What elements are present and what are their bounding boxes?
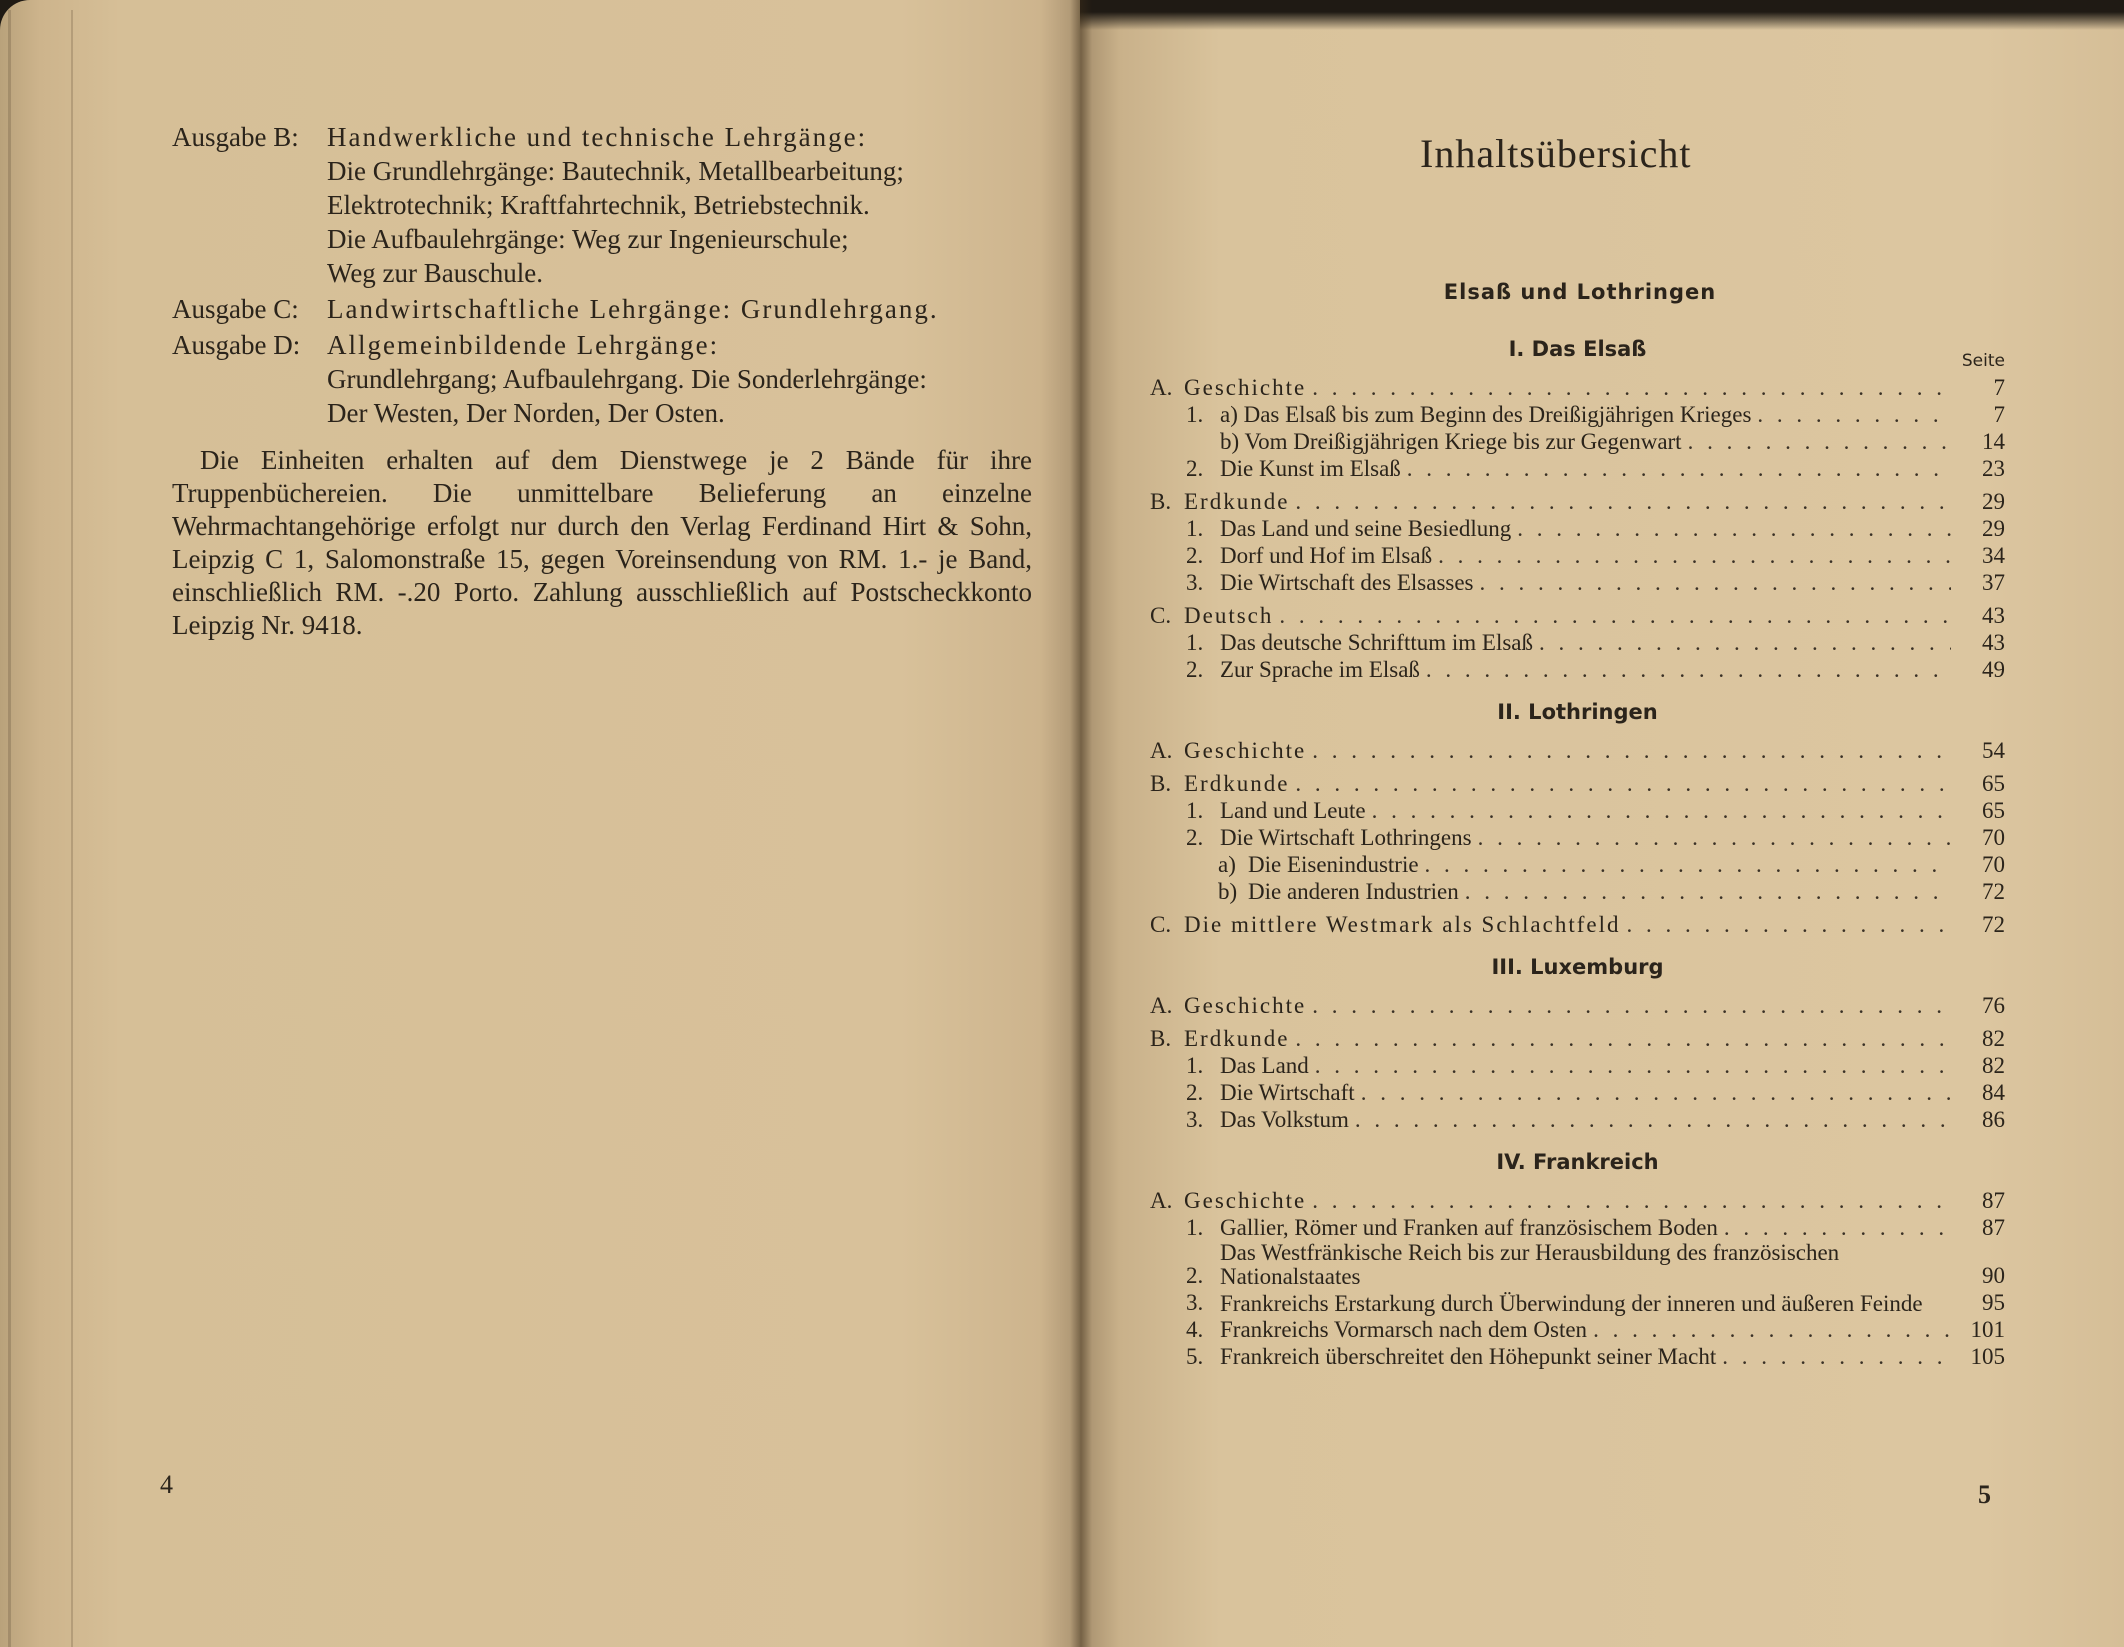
toc-entry-page: 101 (1970, 1317, 2005, 1342)
toc-entry-title: Geschichte (1184, 1188, 1307, 1213)
toc-leader-dots (1312, 1187, 1951, 1214)
toc-entry-number: B. (1150, 1026, 1172, 1051)
toc-leader-dots (1425, 851, 1951, 878)
toc-section-title: I. Das Elsaß (1508, 337, 1647, 361)
toc-entry-title: Das deutsche Schrifttum im Elsaß (1220, 630, 1533, 655)
toc-leader-dots (1407, 455, 1951, 482)
toc-entry (1150, 1052, 2005, 1079)
toc-entry-number: 3. (1186, 570, 1204, 595)
toc-entry-title: Das Land und seine Besiedlung (1220, 516, 1512, 541)
toc-entry-number: 2. (1186, 825, 1204, 850)
toc-entry-title: Frankreichs Vormarsch nach dem Osten (1220, 1317, 1588, 1342)
toc-entry-title: Die Kunst im Elsaß (1220, 456, 1401, 481)
toc-leader-dots (1722, 1343, 1951, 1370)
toc-entry-page: 70 (1982, 852, 2005, 877)
toc-entry-title: Land und Leute (1220, 798, 1366, 823)
toc-entry-page: 82 (1982, 1026, 2005, 1051)
toc-entry (1150, 428, 2005, 455)
toc-leader-dots (1315, 1052, 1951, 1079)
toc-leader-dots (1517, 515, 1951, 542)
toc-leader-dots (1295, 1025, 1951, 1052)
toc-entry-number: B. (1150, 489, 1172, 514)
ausgabe-heading: Landwirtschaftliche Lehrgänge: Grundlehrgang. (327, 294, 939, 324)
ausgabe-line: Weg zur Bauschule. (327, 258, 543, 288)
toc-entry-page: 76 (1982, 993, 2005, 1018)
ausgabe-line: Die Aufbaulehrgänge: Weg zur Ingenieurschule; (327, 224, 849, 254)
ausgabe-label: Ausgabe D: (172, 330, 301, 360)
toc-entry-page: 65 (1982, 771, 2005, 796)
toc-entry (1150, 488, 2005, 515)
toc-entry-number: 2. (1186, 1080, 1204, 1105)
toc-entry-title: Das Westfränkische Reich bis zur Herausbildung des französischen Nationalstaates (1220, 1240, 1840, 1289)
book-spine (1070, 0, 1092, 1647)
toc-entry-page: 87 (1982, 1215, 2005, 1240)
toc-leader-dots (1478, 824, 1951, 851)
toc-entry-page: 14 (1982, 429, 2005, 454)
toc-leader-dots (1295, 488, 1951, 515)
toc-entry-number: 3. (1186, 1107, 1204, 1132)
toc-entry-number: A. (1150, 993, 1173, 1018)
toc-leader-dots (1593, 1316, 1951, 1343)
toc-entry-page: 23 (1982, 456, 2005, 481)
toc-entry-number: 1. (1186, 630, 1204, 655)
toc-entry-number: 2. (1186, 657, 1204, 682)
toc-entry-number: b) (1218, 879, 1238, 904)
toc-leader-dots (1757, 401, 1951, 428)
toc-entry-title: Die Eisenindustrie (1248, 852, 1419, 877)
toc-section-title: III. Luxemburg (1491, 955, 1664, 979)
toc-entry-title: Geschichte (1184, 375, 1307, 400)
ausgabe-b (172, 120, 1032, 290)
toc-entry-page: 72 (1982, 879, 2005, 904)
toc-section-title: IV. Frankreich (1496, 1150, 1659, 1174)
toc-entry (1150, 602, 2005, 629)
toc-leader-dots (1465, 878, 1951, 905)
toc-leader-dots (1312, 737, 1951, 764)
toc-entry-number: 3. (1186, 1290, 1204, 1315)
toc-section-heading (1150, 693, 2005, 731)
toc-entry (1150, 851, 2005, 878)
toc-entry (1150, 770, 2005, 797)
page-number-left: 4 (160, 1470, 173, 1499)
toc-entry (1150, 992, 2005, 1019)
toc-entry (1150, 569, 2005, 596)
toc-entry-title: Geschichte (1184, 993, 1307, 1018)
toc-entry (1150, 1289, 2005, 1316)
toc-leader-dots (1361, 1079, 1951, 1106)
toc-entry-number: C. (1150, 912, 1172, 937)
toc-section-heading (1150, 1143, 2005, 1181)
toc-entry (1150, 797, 2005, 824)
toc-entry-page: 54 (1982, 738, 2005, 763)
toc-entry-title: Frankreichs Erstarkung durch Überwindung der inneren und äußeren Feinde (1220, 1291, 1923, 1316)
toc-entry-page: 65 (1982, 798, 2005, 823)
toc-entry-title: Die mittlere Westmark als Schlachtfeld (1184, 912, 1621, 937)
toc-entry-number: 1. (1186, 402, 1204, 427)
toc-entry (1150, 824, 2005, 851)
toc-entry-page: 82 (1982, 1053, 2005, 1078)
toc-entry-title: Geschichte (1184, 738, 1307, 763)
toc-entry-title: Deutsch (1184, 603, 1274, 628)
toc-entry-title: Das Volkstum (1220, 1107, 1349, 1132)
toc-leader-dots (1539, 629, 1951, 656)
toc-entry-number: A. (1150, 738, 1173, 763)
toc-section-heading (1150, 330, 2005, 371)
toc-entry-page: 86 (1982, 1107, 2005, 1132)
toc-entry (1150, 1214, 2005, 1241)
toc-section-heading (1150, 948, 2005, 986)
toc-entry (1150, 374, 2005, 401)
ausgabe-line: Elektrotechnik; Kraftfahrtechnik, Betriebstechnik. (327, 190, 870, 220)
toc-entry-page: 43 (1982, 630, 2005, 655)
toc-entry-page: 95 (1982, 1290, 2005, 1315)
distribution-paragraph: Die Einheiten erhalten auf dem Dienstwege je 2 Bände für ihre Truppenbüchereien. Die unmittelbare Belieferung an einzelne Wehrmachtangehörige erfolgt nur durch den Verlag Ferdinand Hirt & Sohn, Leipzig C 1, Salomonstraße 15, gegen Voreinsendung von RM. 1.- je Band, einschließlich RM. -.20 Porto. Zahlung ausschließlich auf Postscheckkonto Leipzig Nr. 9418. (172, 445, 1032, 640)
toc-entry-title: Die Wirtschaft des Elsasses (1220, 570, 1474, 595)
section-gap (1150, 938, 2005, 948)
toc-entry-number: 2. (1186, 543, 1204, 568)
toc-entry (1150, 401, 2005, 428)
toc-entry-number: 5. (1186, 1344, 1204, 1369)
toc-entry-page: 7 (1993, 375, 2005, 400)
toc-entry-title: Erdkunde (1184, 771, 1290, 796)
toc-entry-title: Die Wirtschaft Lothringens (1220, 825, 1472, 850)
toc-entry (1150, 656, 2005, 683)
toc-leader-dots (1438, 542, 1951, 569)
ausgabe-heading: Allgemeinbildende Lehrgänge: (327, 330, 720, 360)
left-page-text (172, 120, 1032, 669)
toc-entry-number: 1. (1186, 516, 1204, 541)
toc-leader-dots (1426, 656, 1951, 683)
toc-entry-title: Erdkunde (1184, 1026, 1290, 1051)
ausgabe-line: Grundlehrgang; Aufbaulehrgang. Die Sonderlehrgänge: (327, 364, 927, 394)
toc-entry-title: a) Das Elsaß bis zum Beginn des Dreißigjährigen Krieges (1220, 402, 1752, 427)
toc-section-title: II. Lothringen (1497, 700, 1658, 724)
page-title: Inhaltsübersicht (1420, 131, 1692, 176)
toc-entry-title: Zur Sprache im Elsaß (1220, 657, 1420, 682)
toc-entry (1150, 911, 2005, 938)
toc-entry (1150, 878, 2005, 905)
toc-entry-page: 84 (1982, 1080, 2005, 1105)
toc-entry-page: 87 (1982, 1188, 2005, 1213)
toc-entry-title: Die anderen Industrien (1248, 879, 1459, 904)
toc-leader-dots (1312, 992, 1951, 1019)
page-number-right: 5 (1978, 1480, 1991, 1509)
table-of-contents (1150, 330, 2005, 1370)
toc-entry-number: 4. (1186, 1317, 1204, 1342)
toc-entry (1150, 455, 2005, 482)
toc-subtitle: Elsaß und Lothringen (1443, 280, 1717, 304)
toc-entry (1150, 1025, 2005, 1052)
ausgabe-c (172, 292, 1032, 326)
toc-leader-dots (1295, 770, 1951, 797)
toc-entry-page: 29 (1982, 516, 2005, 541)
toc-entry-page: 43 (1982, 603, 2005, 628)
toc-entry-page: 49 (1982, 657, 2005, 682)
toc-leader-dots (1688, 428, 1951, 455)
toc-entry (1150, 515, 2005, 542)
toc-entry-title: Erdkunde (1184, 489, 1290, 514)
toc-leader-dots (1627, 911, 1952, 938)
ausgabe-line: Der Westen, Der Norden, Der Osten. (327, 398, 725, 428)
toc-entry-number: C. (1150, 603, 1172, 628)
toc-entry-number: A. (1150, 375, 1173, 400)
section-gap (1150, 1133, 2005, 1143)
toc-entry (1150, 1079, 2005, 1106)
toc-entry-number: A. (1150, 1188, 1173, 1213)
toc-entry-number: 1. (1186, 1215, 1204, 1240)
toc-entry-page: 72 (1982, 912, 2005, 937)
toc-entry-title: Das Land (1220, 1053, 1309, 1078)
ausgabe-d (172, 328, 1032, 430)
toc-entry-page: 90 (1982, 1263, 2005, 1288)
toc-entry-page: 37 (1982, 570, 2005, 595)
toc-entry (1150, 629, 2005, 656)
toc-entry-page: 7 (1993, 402, 2005, 427)
toc-entry (1150, 1241, 2005, 1289)
toc-entry (1150, 1187, 2005, 1214)
toc-entry-number: 2. (1186, 1263, 1204, 1288)
toc-entry (1150, 737, 2005, 764)
page-top-shadow (1080, 0, 2124, 30)
toc-leader-dots (1312, 374, 1951, 401)
toc-entry-number: 2. (1186, 456, 1204, 481)
toc-entry-page: 34 (1982, 543, 2005, 568)
toc-entry-number: B. (1150, 771, 1172, 796)
toc-entry-number: 1. (1186, 798, 1204, 823)
ausgabe-label: Ausgabe B: (172, 122, 299, 152)
toc-entry-title: Dorf und Hof im Elsaß (1220, 543, 1433, 568)
seite-column-label: Seite (1961, 351, 2005, 371)
toc-entry (1150, 1316, 2005, 1343)
toc-entry-title: Die Wirtschaft (1220, 1080, 1355, 1105)
toc-entry-number: a) (1218, 852, 1236, 877)
toc-leader-dots (1279, 602, 1951, 629)
toc-leader-dots (1724, 1214, 1951, 1241)
toc-entry (1150, 1106, 2005, 1133)
toc-leader-dots (1372, 797, 1951, 824)
ausgabe-label: Ausgabe C: (172, 294, 299, 324)
toc-entry-title: Frankreich überschreitet den Höhepunkt seiner Macht (1220, 1344, 1717, 1369)
toc-entry-number: 1. (1186, 1053, 1204, 1078)
toc-entry-page: 105 (1970, 1344, 2005, 1369)
toc-entry-title: Gallier, Römer und Franken auf französischem Boden (1220, 1215, 1718, 1240)
toc-entry-page: 29 (1982, 489, 2005, 514)
toc-leader-dots (1355, 1106, 1951, 1133)
ausgabe-line: Die Grundlehrgänge: Bautechnik, Metallbearbeitung; (327, 156, 904, 186)
toc-leader-dots (1480, 569, 1951, 596)
ausgabe-heading: Handwerkliche und technische Lehrgänge: (327, 122, 868, 152)
toc-entry-page: 70 (1982, 825, 2005, 850)
toc-entry (1150, 542, 2005, 569)
toc-entry-title: b) Vom Dreißigjährigen Kriege bis zur Gegenwart (1220, 429, 1682, 454)
toc-entry (1150, 1343, 2005, 1370)
section-gap (1150, 683, 2005, 693)
